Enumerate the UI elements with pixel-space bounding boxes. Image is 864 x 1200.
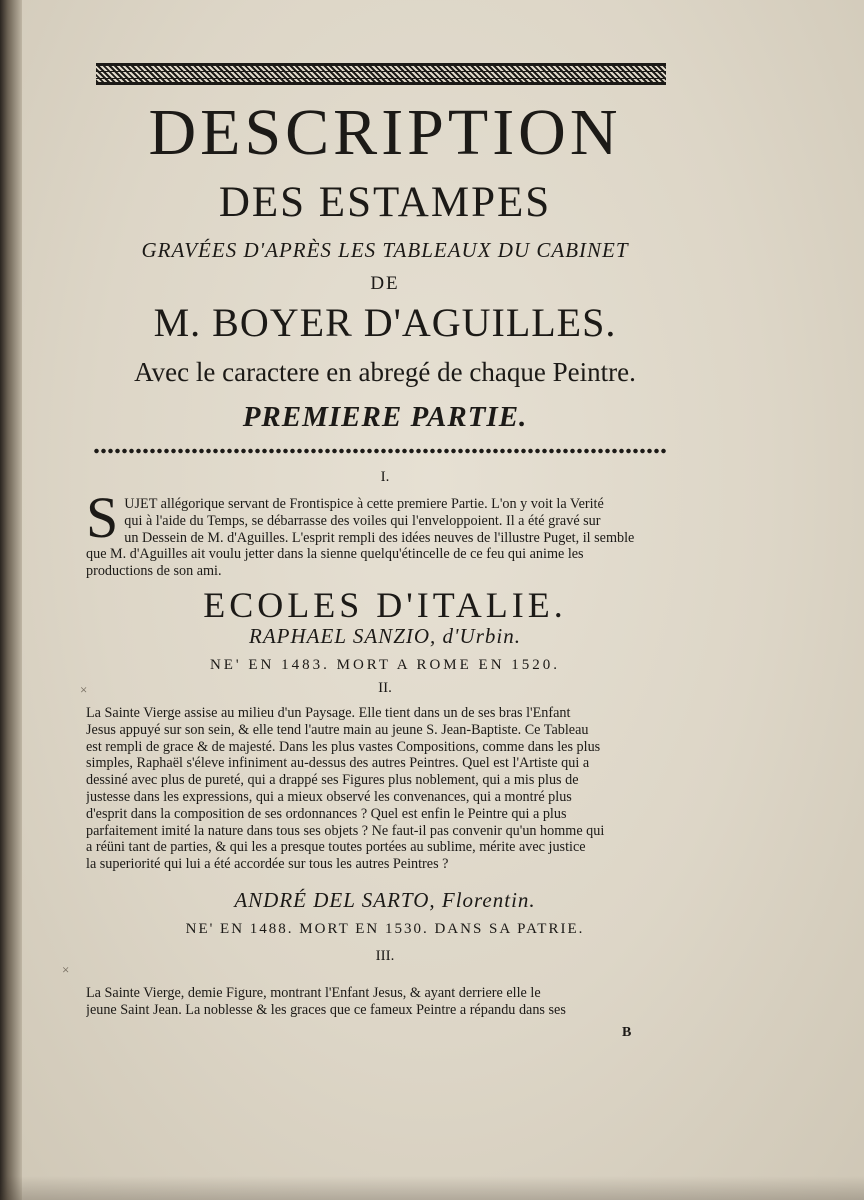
margin-mark: ×	[62, 962, 70, 977]
margin-mark: ×	[80, 682, 88, 697]
painter-name-del-sarto: ANDRÉ DEL SARTO, Florentin.	[234, 888, 536, 912]
part-heading: PREMIERE PARTIE.	[242, 401, 528, 433]
entry-2-line: justesse dans les expressions, qui a mieux observé les convenances, qui a montré plus	[86, 788, 572, 805]
signature-mark: B	[622, 1025, 632, 1040]
entry-number-3: III.	[375, 948, 395, 964]
entry-2-line: simples, Raphaël s'éleve infiniment au-dessus des autres Peintres. Quel est l'Artiste qui a	[86, 755, 590, 772]
title-line-6: Avec le caractere en abregé de chaque Peintre.	[134, 357, 636, 387]
entry-2-line: dessiné avec plus de pureté, qui a drappé ses Figures plus noblement, qui a mis plus de	[86, 772, 579, 789]
entry-2-line: d'esprit dans la composition de ses ordonnances ? Quel est enfin le Peintre qui a plus	[86, 805, 567, 822]
entry-2-line: est rempli de grace & de majesté. Dans les plus vastes Compositions, comme dans les plus	[86, 738, 601, 755]
entry-3-line: La Sainte Vierge, demie Figure, montrant l'Enfant Jesus, & ayant derriere elle le	[86, 985, 541, 1001]
title-line-4: DE	[370, 273, 400, 294]
entry-1-line: productions de son ami.	[86, 563, 222, 580]
page-shadow	[0, 1176, 864, 1200]
painter-dates-raphael: NE' EN 1483. MORT A ROME EN 1520.	[209, 657, 561, 673]
title-line-3: GRAVÉES D'APRÈS LES TABLEAUX DU CABINET	[141, 238, 629, 262]
painter-dates-del-sarto: NE' EN 1488. MORT EN 1530. DANS SA PATRIE.	[185, 921, 585, 937]
entry-number-2: II.	[378, 680, 392, 696]
entry-3-text	[86, 985, 671, 1019]
school-heading: ECOLES D'ITALIE.	[203, 585, 567, 625]
collector-name: M. BOYER D'AGUILLES.	[153, 300, 617, 345]
entry-2-line: Jesus appuyé sur son sein, & elle tend l'autre main au jeune S. Jean-Baptiste. Ce Tableau	[86, 721, 589, 738]
entry-1-line: que M. d'Aguilles ait voulu jetter dans la sienne quelqu'étincelle de ce feu qui anime les	[86, 546, 584, 563]
entry-1-line: un Dessein de M. d'Aguilles. L'esprit rempli des idées neuves de l'illustre Puget, il semble	[124, 529, 635, 546]
entry-1-text	[86, 485, 671, 580]
entry-2-text	[86, 705, 671, 873]
painter-name-raphael: RAPHAEL SANZIO, d'Urbin.	[249, 624, 521, 648]
entry-3-line: jeune Saint Jean. La noblesse & les graces que ce fameux Peintre a répandu dans ses	[86, 1001, 566, 1018]
dotted-divider	[93, 446, 668, 456]
entry-1-line: qui à l'aide du Temps, se débarrasse des voiles qui l'enveloppoient. Il a été gravé sur	[124, 512, 601, 529]
entry-2-line: a réüni tant de parties, & qui les a presque toutes portées au sublime, mérite avec justice	[86, 839, 586, 856]
entry-number-1: I.	[380, 469, 390, 485]
main-title: DESCRIPTION	[148, 96, 622, 169]
entry-2-line: la superiorité qui lui a été accordée sur tous les autres Peintres ?	[86, 856, 449, 873]
ornamental-rule	[96, 63, 666, 85]
entry-2-line: La Sainte Vierge assise au milieu d'un Paysage. Elle tient dans un de ses bras l'Enfant	[86, 705, 571, 721]
drop-cap: S	[86, 485, 119, 550]
book-spine	[0, 0, 22, 1200]
entry-2-line: parfaitement imité la nature dans tous ses objets ? Ne faut-il pas convenir qu'un homme qui	[86, 822, 605, 839]
entry-1-line: UJET allégorique servant de Frontispice à cette premiere Partie. L'on y voit la Verité	[124, 496, 604, 512]
subtitle: DES ESTAMPES	[218, 179, 552, 226]
